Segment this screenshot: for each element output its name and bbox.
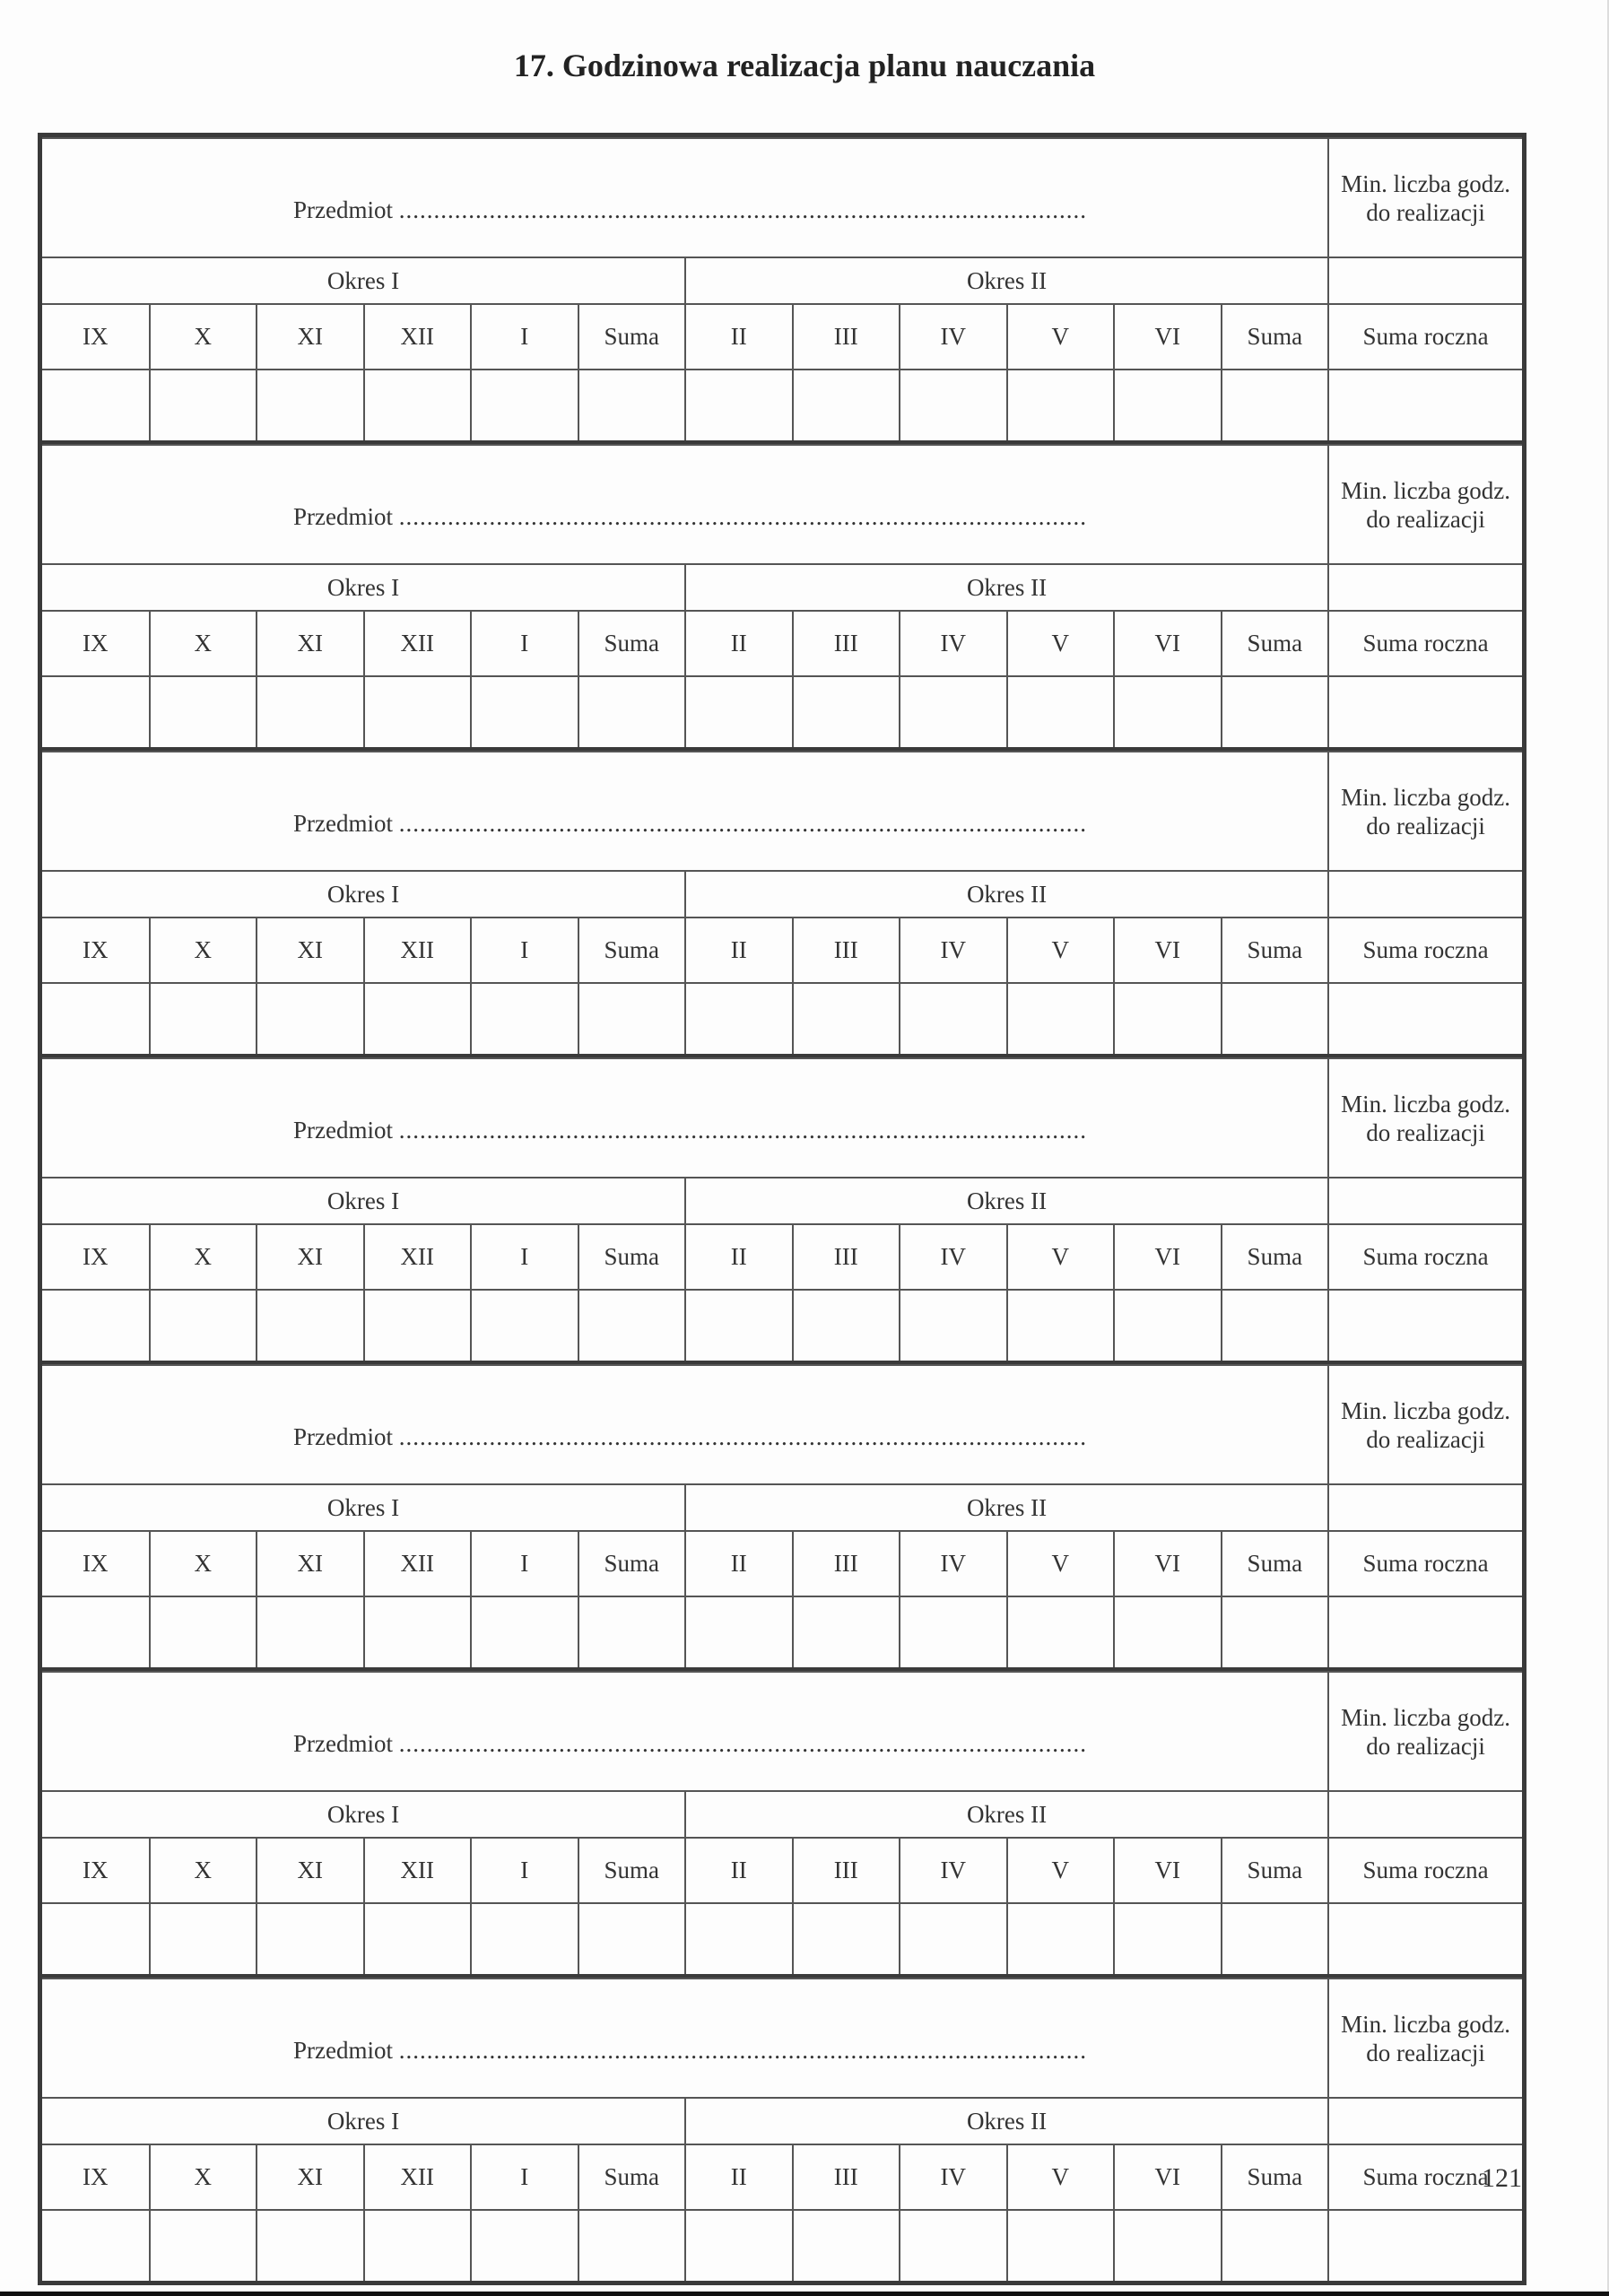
hours-input[interactable] bbox=[471, 1290, 578, 1361]
annual-sum-header: Suma roczna bbox=[1328, 2144, 1522, 2210]
annual-sum-input[interactable] bbox=[1328, 1596, 1522, 1667]
month-header: VI bbox=[1114, 2144, 1222, 2210]
month-header: Suma bbox=[578, 1531, 686, 1596]
min-hours-input[interactable] bbox=[1328, 1791, 1522, 1838]
month-header: VI bbox=[1114, 1838, 1222, 1903]
min-hours-input[interactable] bbox=[1328, 257, 1522, 304]
annual-sum-input[interactable] bbox=[1328, 1903, 1522, 1974]
hours-input[interactable] bbox=[1222, 1903, 1329, 1974]
subject-dotted-line[interactable]: ................................................................................................... bbox=[398, 503, 1087, 530]
scan-border bbox=[0, 2292, 1609, 2296]
hours-input[interactable] bbox=[793, 1596, 900, 1667]
subject-field[interactable] bbox=[42, 752, 1328, 871]
annual-sum-header: Suma roczna bbox=[1328, 304, 1522, 370]
hours-input[interactable] bbox=[900, 1903, 1007, 1974]
month-header: II bbox=[685, 918, 793, 983]
min-hours-input[interactable] bbox=[1328, 871, 1522, 918]
month-header: III bbox=[793, 304, 900, 370]
hours-input[interactable] bbox=[1007, 1596, 1115, 1667]
hours-input[interactable] bbox=[1222, 983, 1329, 1054]
hours-input[interactable] bbox=[793, 983, 900, 1054]
subject-field[interactable] bbox=[42, 1365, 1328, 1484]
month-header: X bbox=[150, 1531, 257, 1596]
period-2-header: Okres II bbox=[685, 257, 1328, 304]
subject-dotted-line[interactable]: ................................................................................................... bbox=[398, 196, 1087, 223]
period-2-header: Okres II bbox=[685, 2098, 1328, 2144]
min-hours-header bbox=[1328, 1058, 1522, 1178]
month-header: Suma bbox=[578, 1838, 686, 1903]
hours-input[interactable] bbox=[685, 1290, 793, 1361]
hours-input[interactable] bbox=[1222, 1596, 1329, 1667]
min-hours-label-2: do realizacji bbox=[1366, 2039, 1485, 2066]
hours-input[interactable] bbox=[150, 676, 257, 747]
month-header: I bbox=[471, 1531, 578, 1596]
month-header: X bbox=[150, 1838, 257, 1903]
month-header: IX bbox=[42, 2144, 150, 2210]
hours-input[interactable] bbox=[685, 983, 793, 1054]
subject-block bbox=[42, 1364, 1522, 1671]
month-header: II bbox=[685, 304, 793, 370]
month-header: I bbox=[471, 1224, 578, 1290]
subject-block bbox=[42, 137, 1522, 444]
hours-input[interactable] bbox=[471, 1596, 578, 1667]
month-header: I bbox=[471, 304, 578, 370]
month-header: II bbox=[685, 611, 793, 676]
annual-sum-header: Suma roczna bbox=[1328, 918, 1522, 983]
hours-input[interactable] bbox=[1007, 2210, 1115, 2281]
month-header: IX bbox=[42, 1838, 150, 1903]
min-hours-label-2: do realizacji bbox=[1366, 198, 1485, 226]
subject-field[interactable] bbox=[42, 1979, 1328, 2098]
month-header: III bbox=[793, 918, 900, 983]
subject-dotted-line[interactable]: ................................................................................................... bbox=[398, 1117, 1087, 1144]
month-header: IX bbox=[42, 611, 150, 676]
month-header: Suma bbox=[578, 918, 686, 983]
month-header: II bbox=[685, 1531, 793, 1596]
month-header: XII bbox=[364, 1838, 472, 1903]
subject-label: Przedmiot bbox=[293, 810, 393, 837]
month-header: II bbox=[685, 1224, 793, 1290]
month-header: Suma bbox=[1222, 304, 1329, 370]
period-1-header: Okres I bbox=[42, 871, 685, 918]
hours-input[interactable] bbox=[1007, 676, 1115, 747]
hours-input[interactable] bbox=[900, 2210, 1007, 2281]
hours-input[interactable] bbox=[364, 2210, 472, 2281]
hours-input[interactable] bbox=[1114, 1903, 1222, 1974]
period-2-header: Okres II bbox=[685, 1178, 1328, 1224]
hours-input[interactable] bbox=[793, 676, 900, 747]
min-hours-label-2: do realizacji bbox=[1366, 1118, 1485, 1146]
annual-sum-header: Suma roczna bbox=[1328, 1838, 1522, 1903]
hours-input[interactable] bbox=[257, 676, 364, 747]
month-header: XI bbox=[257, 304, 364, 370]
min-hours-header bbox=[1328, 1365, 1522, 1484]
min-hours-label: Min. liczba godz. bbox=[1341, 476, 1511, 504]
min-hours-label-2: do realizacji bbox=[1366, 812, 1485, 839]
month-header: XI bbox=[257, 2144, 364, 2210]
hours-input[interactable] bbox=[42, 676, 150, 747]
month-header: XII bbox=[364, 611, 472, 676]
hours-input[interactable] bbox=[150, 1596, 257, 1667]
month-header: Suma bbox=[578, 2144, 686, 2210]
month-header: I bbox=[471, 918, 578, 983]
period-2-header: Okres II bbox=[685, 564, 1328, 611]
month-header: Suma bbox=[1222, 611, 1329, 676]
hours-input[interactable] bbox=[1222, 370, 1329, 440]
month-header: IX bbox=[42, 1224, 150, 1290]
month-header: VI bbox=[1114, 304, 1222, 370]
hours-input[interactable] bbox=[471, 676, 578, 747]
min-hours-header bbox=[1328, 138, 1522, 257]
hours-input[interactable] bbox=[1114, 1596, 1222, 1667]
subject-block bbox=[42, 1057, 1522, 1364]
month-header: II bbox=[685, 2144, 793, 2210]
month-header: XII bbox=[364, 2144, 472, 2210]
hours-input[interactable] bbox=[578, 2210, 686, 2281]
subject-field[interactable] bbox=[42, 1058, 1328, 1178]
hours-input[interactable] bbox=[578, 1290, 686, 1361]
month-header: XI bbox=[257, 1838, 364, 1903]
hours-input[interactable] bbox=[257, 983, 364, 1054]
month-header: III bbox=[793, 1531, 900, 1596]
min-hours-input[interactable] bbox=[1328, 564, 1522, 611]
month-header: IV bbox=[900, 1838, 1007, 1903]
hours-input[interactable] bbox=[150, 1290, 257, 1361]
hours-input[interactable] bbox=[1222, 1290, 1329, 1361]
hours-input[interactable] bbox=[364, 676, 472, 747]
min-hours-label-2: do realizacji bbox=[1366, 1425, 1485, 1453]
subject-block bbox=[42, 1978, 1522, 2281]
subject-label: Przedmiot bbox=[293, 503, 393, 530]
hours-input[interactable] bbox=[364, 1903, 472, 1974]
min-hours-input[interactable] bbox=[1328, 1484, 1522, 1531]
hours-input[interactable] bbox=[364, 1596, 472, 1667]
month-header: IX bbox=[42, 304, 150, 370]
month-header: V bbox=[1007, 304, 1115, 370]
subject-label: Przedmiot bbox=[293, 1117, 393, 1144]
hours-input[interactable] bbox=[42, 1596, 150, 1667]
month-header: Suma bbox=[1222, 1224, 1329, 1290]
month-header: V bbox=[1007, 918, 1115, 983]
month-header: XI bbox=[257, 611, 364, 676]
month-header: V bbox=[1007, 1531, 1115, 1596]
month-header: VI bbox=[1114, 1224, 1222, 1290]
hours-input[interactable] bbox=[1114, 676, 1222, 747]
subject-dotted-line[interactable]: ................................................................................................... bbox=[398, 1730, 1087, 1757]
min-hours-label: Min. liczba godz. bbox=[1341, 2010, 1511, 2038]
month-header: XI bbox=[257, 1531, 364, 1596]
hours-input[interactable] bbox=[900, 1596, 1007, 1667]
month-header: IX bbox=[42, 1531, 150, 1596]
period-2-header: Okres II bbox=[685, 1791, 1328, 1838]
month-header: Suma bbox=[578, 304, 686, 370]
hours-input[interactable] bbox=[685, 676, 793, 747]
plan-sheet bbox=[38, 133, 1526, 2285]
annual-sum-header: Suma roczna bbox=[1328, 611, 1522, 676]
period-1-header: Okres I bbox=[42, 257, 685, 304]
hours-input[interactable] bbox=[257, 1290, 364, 1361]
subject-field[interactable] bbox=[42, 138, 1328, 257]
hours-input[interactable] bbox=[42, 2210, 150, 2281]
hours-input[interactable] bbox=[150, 1903, 257, 1974]
hours-input[interactable] bbox=[578, 370, 686, 440]
hours-input[interactable] bbox=[257, 1903, 364, 1974]
hours-input[interactable] bbox=[1222, 2210, 1329, 2281]
subject-label: Przedmiot bbox=[293, 1423, 393, 1450]
hours-input[interactable] bbox=[150, 983, 257, 1054]
annual-sum-input[interactable] bbox=[1328, 370, 1522, 440]
min-hours-label: Min. liczba godz. bbox=[1341, 1090, 1511, 1118]
subject-block bbox=[42, 751, 1522, 1057]
min-hours-input[interactable] bbox=[1328, 2098, 1522, 2144]
min-hours-label-2: do realizacji bbox=[1366, 505, 1485, 533]
month-header: X bbox=[150, 2144, 257, 2210]
month-header: Suma bbox=[578, 611, 686, 676]
month-header: Suma bbox=[578, 1224, 686, 1290]
annual-sum-header: Suma roczna bbox=[1328, 1224, 1522, 1290]
hours-input[interactable] bbox=[685, 1596, 793, 1667]
hours-input[interactable] bbox=[578, 676, 686, 747]
annual-sum-input[interactable] bbox=[1328, 1290, 1522, 1361]
period-1-header: Okres I bbox=[42, 1178, 685, 1224]
hours-input[interactable] bbox=[364, 1290, 472, 1361]
min-hours-label: Min. liczba godz. bbox=[1341, 1703, 1511, 1731]
subject-label: Przedmiot bbox=[293, 2037, 393, 2064]
hours-input[interactable] bbox=[150, 2210, 257, 2281]
subject-label: Przedmiot bbox=[293, 1730, 393, 1757]
subject-block bbox=[42, 1671, 1522, 1978]
hours-input[interactable] bbox=[685, 1903, 793, 1974]
month-header: XII bbox=[364, 1531, 472, 1596]
hours-input[interactable] bbox=[793, 370, 900, 440]
subject-dotted-line[interactable]: ................................................................................................... bbox=[398, 810, 1087, 837]
hours-input[interactable] bbox=[1222, 676, 1329, 747]
month-header: Suma bbox=[1222, 918, 1329, 983]
hours-input[interactable] bbox=[471, 1903, 578, 1974]
hours-input[interactable] bbox=[364, 983, 472, 1054]
hours-input[interactable] bbox=[900, 983, 1007, 1054]
month-header: III bbox=[793, 1838, 900, 1903]
month-header: IV bbox=[900, 2144, 1007, 2210]
month-header: V bbox=[1007, 1838, 1115, 1903]
month-header: V bbox=[1007, 1224, 1115, 1290]
month-header: Suma bbox=[1222, 1838, 1329, 1903]
month-header: IX bbox=[42, 918, 150, 983]
month-header: Suma bbox=[1222, 1531, 1329, 1596]
month-header: VI bbox=[1114, 611, 1222, 676]
month-header: VI bbox=[1114, 918, 1222, 983]
month-header: XII bbox=[364, 918, 472, 983]
subject-dotted-line[interactable]: ................................................................................................... bbox=[398, 1423, 1087, 1450]
month-header: XI bbox=[257, 918, 364, 983]
month-header: IV bbox=[900, 611, 1007, 676]
month-header: III bbox=[793, 1224, 900, 1290]
hours-input[interactable] bbox=[793, 1903, 900, 1974]
month-header: V bbox=[1007, 611, 1115, 676]
hours-input[interactable] bbox=[257, 2210, 364, 2281]
period-1-header: Okres I bbox=[42, 2098, 685, 2144]
subject-dotted-line[interactable]: ................................................................................................... bbox=[398, 2037, 1087, 2064]
hours-input[interactable] bbox=[578, 983, 686, 1054]
month-header: I bbox=[471, 611, 578, 676]
month-header: X bbox=[150, 304, 257, 370]
month-header: III bbox=[793, 2144, 900, 2210]
subject-field[interactable] bbox=[42, 1672, 1328, 1791]
hours-input[interactable] bbox=[1007, 983, 1115, 1054]
period-1-header: Okres I bbox=[42, 1484, 685, 1531]
period-1-header: Okres I bbox=[42, 1791, 685, 1838]
period-2-header: Okres II bbox=[685, 1484, 1328, 1531]
min-hours-header bbox=[1328, 1672, 1522, 1791]
hours-input[interactable] bbox=[42, 370, 150, 440]
hours-input[interactable] bbox=[900, 1290, 1007, 1361]
month-header: I bbox=[471, 2144, 578, 2210]
hours-input[interactable] bbox=[1114, 2210, 1222, 2281]
month-header: I bbox=[471, 1838, 578, 1903]
hours-input[interactable] bbox=[1114, 1290, 1222, 1361]
month-header: IV bbox=[900, 304, 1007, 370]
subject-field[interactable] bbox=[42, 445, 1328, 564]
month-header: VI bbox=[1114, 1531, 1222, 1596]
month-header: IV bbox=[900, 1224, 1007, 1290]
month-header: Suma bbox=[1222, 2144, 1329, 2210]
min-hours-label: Min. liczba godz. bbox=[1341, 1396, 1511, 1424]
month-header: X bbox=[150, 1224, 257, 1290]
hours-input[interactable] bbox=[685, 2210, 793, 2281]
annual-sum-header: Suma roczna bbox=[1328, 1531, 1522, 1596]
month-header: X bbox=[150, 611, 257, 676]
hours-input[interactable] bbox=[900, 370, 1007, 440]
month-header: XII bbox=[364, 304, 472, 370]
annual-sum-input[interactable] bbox=[1328, 676, 1522, 747]
hours-input[interactable] bbox=[471, 370, 578, 440]
min-hours-input[interactable] bbox=[1328, 1178, 1522, 1224]
page-title: 17. Godzinowa realizacja planu nauczania bbox=[513, 48, 1096, 83]
hours-input[interactable] bbox=[1007, 370, 1115, 440]
month-header: IV bbox=[900, 918, 1007, 983]
hours-input[interactable] bbox=[42, 1903, 150, 1974]
hours-input[interactable] bbox=[685, 370, 793, 440]
subject-block bbox=[42, 444, 1522, 751]
hours-input[interactable] bbox=[150, 370, 257, 440]
month-header: V bbox=[1007, 2144, 1115, 2210]
annual-sum-input[interactable] bbox=[1328, 983, 1522, 1054]
hours-input[interactable] bbox=[1114, 370, 1222, 440]
month-header: II bbox=[685, 1838, 793, 1903]
hours-input[interactable] bbox=[257, 1596, 364, 1667]
month-header: XI bbox=[257, 1224, 364, 1290]
hours-input[interactable] bbox=[1007, 1290, 1115, 1361]
hours-input[interactable] bbox=[471, 2210, 578, 2281]
min-hours-label: Min. liczba godz. bbox=[1341, 170, 1511, 197]
period-2-header: Okres II bbox=[685, 871, 1328, 918]
page-number: 121 bbox=[1482, 2163, 1522, 2193]
hours-input[interactable] bbox=[1114, 983, 1222, 1054]
min-hours-header bbox=[1328, 752, 1522, 871]
hours-input[interactable] bbox=[471, 983, 578, 1054]
month-header: III bbox=[793, 611, 900, 676]
hours-input[interactable] bbox=[900, 676, 1007, 747]
annual-sum-input[interactable] bbox=[1328, 2210, 1522, 2281]
month-header: X bbox=[150, 918, 257, 983]
hours-input[interactable] bbox=[1007, 1903, 1115, 1974]
min-hours-header bbox=[1328, 445, 1522, 564]
month-header: IV bbox=[900, 1531, 1007, 1596]
hours-input[interactable] bbox=[364, 370, 472, 440]
min-hours-header bbox=[1328, 1979, 1522, 2098]
hours-input[interactable] bbox=[42, 1290, 150, 1361]
month-header: XII bbox=[364, 1224, 472, 1290]
hours-input[interactable] bbox=[42, 983, 150, 1054]
subject-label: Przedmiot bbox=[293, 196, 393, 223]
hours-input[interactable] bbox=[793, 2210, 900, 2281]
min-hours-label: Min. liczba godz. bbox=[1341, 783, 1511, 811]
period-1-header: Okres I bbox=[42, 564, 685, 611]
hours-input[interactable] bbox=[578, 1596, 686, 1667]
hours-input[interactable] bbox=[793, 1290, 900, 1361]
hours-input[interactable] bbox=[257, 370, 364, 440]
min-hours-label-2: do realizacji bbox=[1366, 1732, 1485, 1760]
hours-input[interactable] bbox=[578, 1903, 686, 1974]
